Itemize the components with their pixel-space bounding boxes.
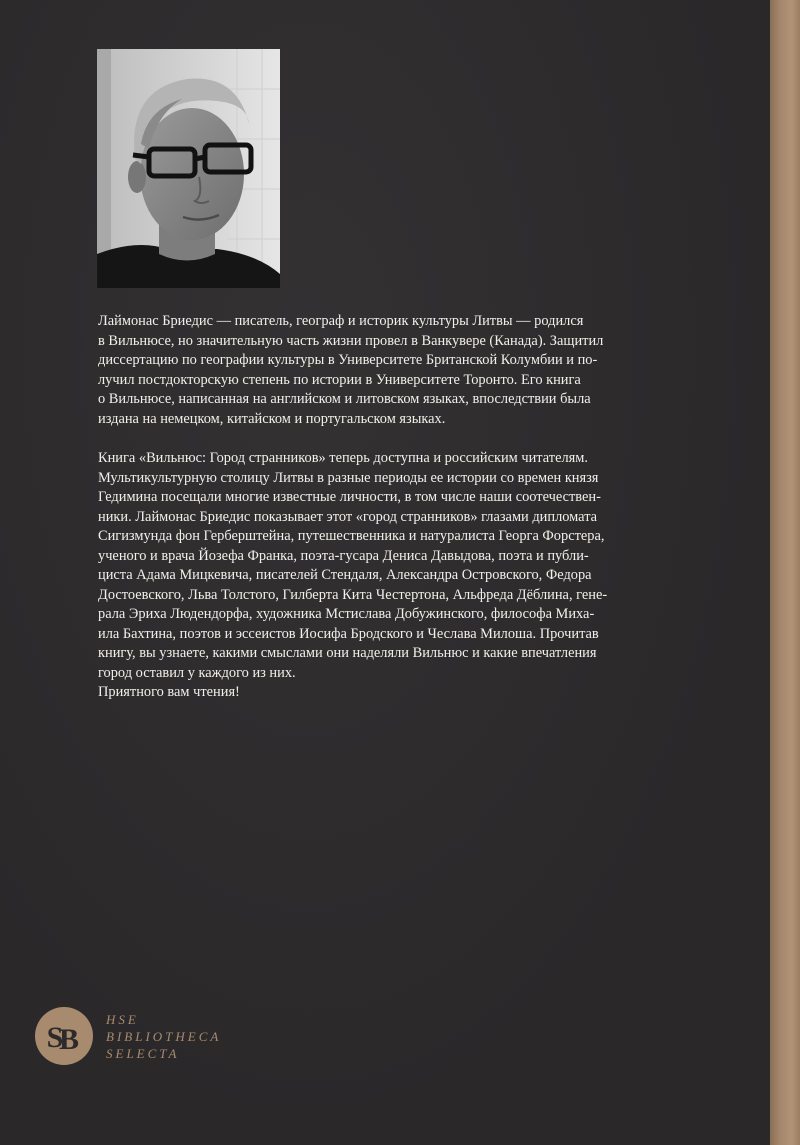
bio-line: циста Адама Мицкевича, писателей Стендаля, Александра Островского, Федора xyxy=(98,567,592,583)
bio-line: Лаймонас Бриедис — писатель, географ и историк культуры Литвы — родился xyxy=(98,313,584,329)
bio-line: ники. Лаймонас Бриедис показывает этот «город странников» глазами дипломата xyxy=(98,508,598,525)
bio-line: Мультикультурную столицу Литвы в разные периоды ее истории со времен князя xyxy=(98,469,599,486)
bio-line: издана на немецком, китайском и португальском языках. xyxy=(98,410,446,427)
bio-line: лучил постдокторскую степень по истории в Университете Торонто. Его книга xyxy=(98,371,581,388)
bio-line: ила Бахтина, поэтов и эссеистов Иосифа Бродского и Чеслава Милоша. Прочитав xyxy=(98,625,599,642)
bio-line: в Вильнюсе, но значительную часть жизни провел в Ванкувере (Канада). Защитил xyxy=(98,332,604,349)
bio-line: Сигизмунда фон Герберштейна, путешественника и натуралиста Георга Форстера, xyxy=(98,528,605,544)
imprint-line-selecta: SELECTA xyxy=(106,1046,180,1061)
bio-line: диссертацию по географии культуры в Университете Британской Колумбии и по- xyxy=(98,352,598,368)
bio-line: рала Эриха Людендорфа, художника Мстислава Добужинского, философа Миха- xyxy=(98,606,595,622)
publisher-logo-icon xyxy=(35,1007,93,1065)
imprint-line-bibliotheca: BIBLIOTHECA xyxy=(106,1029,222,1044)
closing-line: Приятного вам чтения! xyxy=(98,684,240,700)
publisher-imprint xyxy=(106,1011,221,1062)
bio-paragraph-author xyxy=(98,312,658,429)
bio-line: Книга «Вильнюс: Город странников» теперь доступна и российским читателям. xyxy=(98,450,588,466)
bio-paragraph-book xyxy=(98,449,658,703)
book-spine-edge xyxy=(770,0,800,1145)
bio-line: ученого и врача Йозефа Франка, поэта-гусара Дениса Давыдова, поэта и публи- xyxy=(98,547,589,564)
bio-line: Достоевского, Льва Толстого, Гилберта Кита Честертона, Альфреда Дёблина, гене- xyxy=(98,586,608,603)
author-photo xyxy=(97,49,280,288)
bio-line: о Вильнюсе, написанная на английском и литовском языках, впоследствии была xyxy=(98,391,591,407)
imprint-line-hse: HSE xyxy=(106,1012,139,1027)
bio-line: книгу, вы узнаете, какими смыслами они наделяли Вильнюс и какие впечатления xyxy=(98,645,597,661)
logo-letter-s: S xyxy=(46,1021,64,1054)
bio-line: город оставил у каждого из них. xyxy=(98,664,296,681)
logo-letter-b: B xyxy=(58,1023,80,1056)
author-bio xyxy=(98,312,658,703)
bio-line: Гедимина посещали многие известные личности, в том числе наши соотечествен- xyxy=(98,489,601,505)
